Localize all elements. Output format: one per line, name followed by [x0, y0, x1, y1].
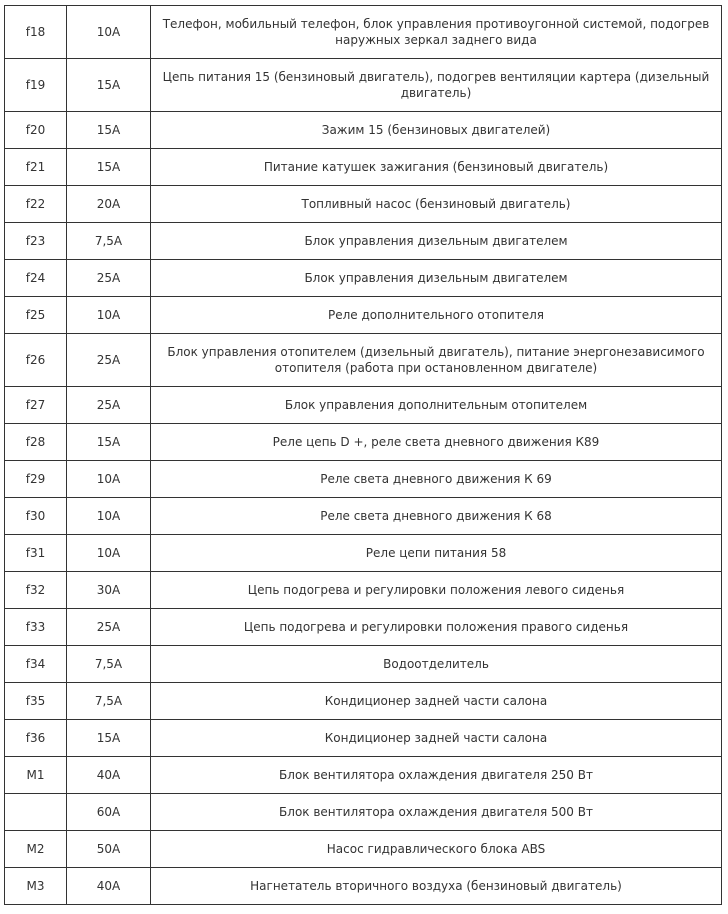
amperage-cell: 10A: [67, 498, 151, 535]
fuse-id-cell: f21: [5, 149, 67, 186]
table-row: [5, 297, 722, 334]
fuse-id-cell: f18: [5, 6, 67, 59]
fuse-id-cell: f31: [5, 535, 67, 572]
table-row: [5, 461, 722, 498]
fuse-id-cell: f20: [5, 112, 67, 149]
amperage-cell: 7,5A: [67, 683, 151, 720]
fuse-id-cell: М1: [5, 757, 67, 794]
table-row: [5, 424, 722, 461]
fuse-id-cell: f25: [5, 297, 67, 334]
table-row: [5, 223, 722, 260]
description-cell: Блок вентилятора охлаждения двигателя 250 Вт: [151, 757, 722, 794]
description-cell: Кондиционер задней части салона: [151, 683, 722, 720]
table-row: [5, 831, 722, 868]
fuse-id-cell: f29: [5, 461, 67, 498]
amperage-cell: 10A: [67, 535, 151, 572]
table-row: [5, 572, 722, 609]
description-cell: Топливный насос (бензиновый двигатель): [151, 186, 722, 223]
amperage-cell: 15A: [67, 59, 151, 112]
description-cell: Реле цепь D +, реле света дневного движения К89: [151, 424, 722, 461]
table-row: [5, 535, 722, 572]
amperage-cell: 25A: [67, 387, 151, 424]
description-cell: Насос гидравлического блока ABS: [151, 831, 722, 868]
amperage-cell: 20A: [67, 186, 151, 223]
fuse-id-cell: f30: [5, 498, 67, 535]
fuse-id-cell: f27: [5, 387, 67, 424]
description-cell: Нагнетатель вторичного воздуха (бензиновый двигатель): [151, 868, 722, 905]
description-cell: Реле света дневного движения К 68: [151, 498, 722, 535]
table-row: [5, 260, 722, 297]
fuse-table-body: [5, 6, 722, 905]
fuse-id-cell: f33: [5, 609, 67, 646]
fuse-id-cell: М3: [5, 868, 67, 905]
fuse-id-cell: f24: [5, 260, 67, 297]
amperage-cell: 25A: [67, 260, 151, 297]
description-cell: Реле дополнительного отопителя: [151, 297, 722, 334]
table-row: [5, 112, 722, 149]
description-cell: Водоотделитель: [151, 646, 722, 683]
table-row: [5, 498, 722, 535]
description-cell: Реле света дневного движения К 69: [151, 461, 722, 498]
fuse-id-cell: f32: [5, 572, 67, 609]
table-row: [5, 683, 722, 720]
description-cell: Кондиционер задней части салона: [151, 720, 722, 757]
table-row: [5, 720, 722, 757]
table-row: [5, 149, 722, 186]
amperage-cell: 60A: [67, 794, 151, 831]
amperage-cell: 7,5A: [67, 646, 151, 683]
description-cell: Цепь подогрева и регулировки положения правого сиденья: [151, 609, 722, 646]
description-cell: Реле цепи питания 58: [151, 535, 722, 572]
fuse-table: [4, 5, 722, 905]
table-row: [5, 794, 722, 831]
amperage-cell: 25A: [67, 334, 151, 387]
description-cell: Блок управления отопителем (дизельный двигатель), питание энергонезависимого отопителя (работа при остановленном двигателе): [151, 334, 722, 387]
table-row: [5, 59, 722, 112]
table-row: [5, 757, 722, 794]
description-cell: Блок управления дополнительным отопителем: [151, 387, 722, 424]
amperage-cell: 15A: [67, 149, 151, 186]
fuse-id-cell: f26: [5, 334, 67, 387]
description-cell: Телефон, мобильный телефон, блок управления противоугонной системой, подогрев наружных зеркал заднего вида: [151, 6, 722, 59]
description-cell: Блок управления дизельным двигателем: [151, 260, 722, 297]
description-cell: Блок вентилятора охлаждения двигателя 500 Вт: [151, 794, 722, 831]
amperage-cell: 15A: [67, 424, 151, 461]
amperage-cell: 40A: [67, 868, 151, 905]
fuse-id-cell: [5, 794, 67, 831]
fuse-id-cell: f28: [5, 424, 67, 461]
description-cell: Питание катушек зажигания (бензиновый двигатель): [151, 149, 722, 186]
table-row: [5, 334, 722, 387]
description-cell: Цепь питания 15 (бензиновый двигатель), подогрев вентиляции картера (дизельный двигатель): [151, 59, 722, 112]
fuse-id-cell: f22: [5, 186, 67, 223]
table-row: [5, 186, 722, 223]
fuse-id-cell: f34: [5, 646, 67, 683]
fuse-id-cell: М2: [5, 831, 67, 868]
amperage-cell: 50A: [67, 831, 151, 868]
fuse-id-cell: f23: [5, 223, 67, 260]
table-row: [5, 6, 722, 59]
amperage-cell: 10A: [67, 461, 151, 498]
table-row: [5, 646, 722, 683]
fuse-id-cell: f19: [5, 59, 67, 112]
description-cell: Зажим 15 (бензиновых двигателей): [151, 112, 722, 149]
fuse-id-cell: f36: [5, 720, 67, 757]
fuse-id-cell: f35: [5, 683, 67, 720]
table-row: [5, 868, 722, 905]
table-row: [5, 387, 722, 424]
amperage-cell: 15A: [67, 720, 151, 757]
amperage-cell: 40A: [67, 757, 151, 794]
amperage-cell: 30A: [67, 572, 151, 609]
amperage-cell: 10A: [67, 6, 151, 59]
amperage-cell: 7,5A: [67, 223, 151, 260]
description-cell: Блок управления дизельным двигателем: [151, 223, 722, 260]
description-cell: Цепь подогрева и регулировки положения левого сиденья: [151, 572, 722, 609]
amperage-cell: 15A: [67, 112, 151, 149]
amperage-cell: 10A: [67, 297, 151, 334]
table-row: [5, 609, 722, 646]
amperage-cell: 25A: [67, 609, 151, 646]
